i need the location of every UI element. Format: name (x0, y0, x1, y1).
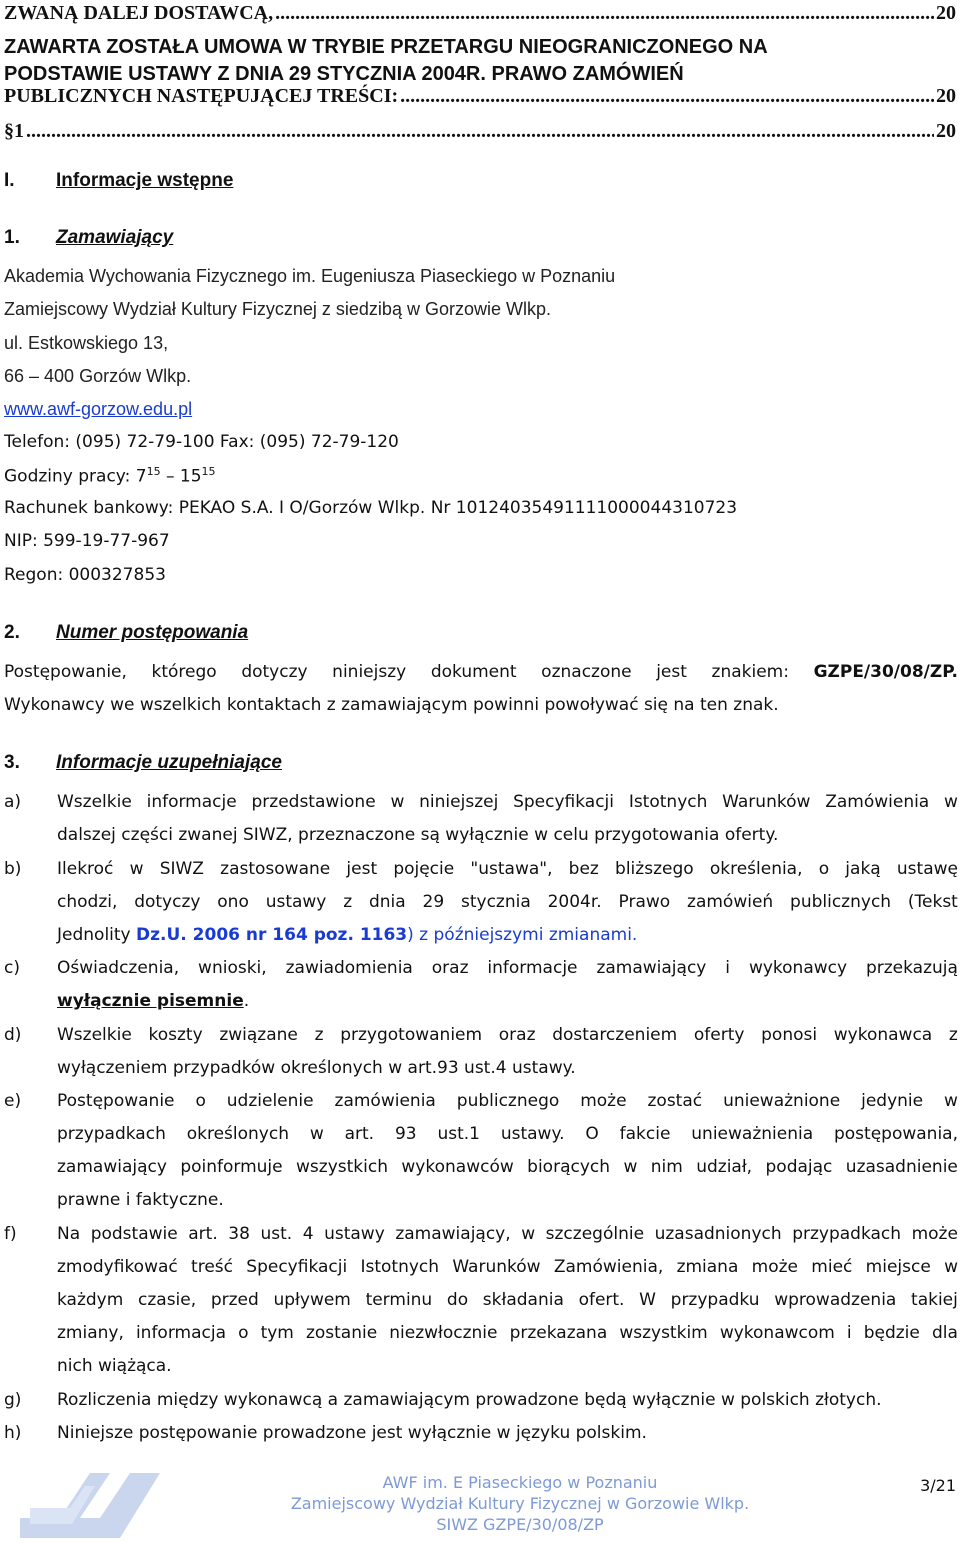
list-item: h) Niniejsze postępowanie prowadzone jest wyłącznie w języku polskim. (4, 1423, 647, 1443)
bank-line: Rachunek bankowy: PEKAO S.A. I O/Gorzów Wlkp. Nr 10124035491111000044310723 (4, 498, 738, 518)
page-number: 3/21 (920, 1476, 956, 1495)
list-item: b) Ilekroć w SIWZ zastosowane jest pojęcie "ustawa", bez bliższego określenia, o jaką ustawę chodzi, dotyczy ono ustawy z dnia 29 stycznia 2004r. Prawo zamówień publicznych (Tekst Jednolity Dz.U. 2006 nr 164 poz. 1163) z późniejszymi zmianami. (4, 859, 958, 945)
section-heading: I. Informacje wstępne (4, 170, 234, 191)
subsection-heading: 2. Numer postępowania (4, 622, 249, 643)
address-line: 66 – 400 Gorzów Wlkp. (4, 366, 192, 386)
regon-line: Regon: 000327853 (4, 565, 166, 585)
heading-line: ZAWARTA ZOSTAŁA UMOWA W TRYBIE PRZETARGU NIEOGRANICZONEGO NA (4, 36, 768, 58)
footer-line: Zamiejscowy Wydział Kultury Fizycznej w Gorzowie Wlkp. (290, 1494, 750, 1513)
awf-logo (20, 1468, 160, 1540)
list-item: e) Postępowanie o udzielenie zamówienia publicznego może zostać unieważnione jedynie w przypadkach określonych w art. 93 ust.1 ustawy. O fakcie unieważnienia postępowania, zamawiający poinformuje wszystkich wykonawców biorących w nim udział, podając uzasadnienie prawne i faktyczne. (4, 1091, 958, 1210)
address-line: Zamiejscowy Wydział Kultury Fizycznej z siedzibą w Gorzowie Wlkp. (4, 299, 551, 319)
heading-line: PODSTAWIE USTAWY Z DNIA 29 STYCZNIA 2004R. PRAWO ZAMÓWIEŃ (4, 63, 684, 85)
toc-entry[interactable]: ZWANĄ DALEJ DOSTAWCĄ, ..... 20 (4, 2, 956, 25)
nip-line: NIP: 599-19-77-967 (4, 531, 170, 551)
list-item: a) Wszelkie informacje przedstawione w niniejszej Specyfikacji Istotnych Warunków Zamówienia w dalszej części zwanej SIWZ, przeznaczone są wyłącznie w celu przygotowania oferty. (4, 792, 958, 845)
list-item: f) Na podstawie art. 38 ust. 4 ustawy zamawiający, w szczególnie uzasadnionych przypadkach może zmodyfikować treść Specyfikacji Istotnych Warunków Zamówienia, zmiana może mieć miejsce w każdym czasie, przed upływem terminu do składania ofert. W przypadku wprowadzenia takiej zmiany, informacja o tym zostanie niezwłocznie przekazana wszystkim wykonawcom i będzie dla nich wiążąca. (4, 1224, 958, 1376)
toc-entry[interactable]: §1 ..... 20 (4, 120, 956, 143)
address-line: Akademia Wychowania Fizycznego im. Eugeniusza Piaseckiego w Poznaniu (4, 266, 616, 286)
list-item: g) Rozliczenia między wykonawcą a zamawiającym prowadzone będą wyłącznie w polskich złotych. (4, 1390, 882, 1410)
website-link[interactable]: www.awf-gorzow.edu.pl (4, 399, 193, 419)
toc-entry[interactable]: PUBLICZNYCH NASTĘPUJĄCEJ TREŚCI: ..... 20 (4, 85, 956, 108)
hours-line: Godziny pracy: $7^{15} - 15^{15}$ (4, 465, 216, 487)
list-item: d) Wszelkie koszty związane z przygotowaniem oraz dostarczeniem oferty ponosi wykonawca z wyłączeniem przypadków określonych w art.93 ust.4 ustawy. (4, 1025, 958, 1078)
list-item: c) Oświadczenia, wnioski, zawiadomienia oraz informacje zamawiający i wykonawcy przekazują wyłącznie pisemnie. (4, 958, 958, 1011)
subsection-heading: 1. Zamawiający (4, 227, 174, 248)
subsection-heading: 3. Informacje uzupełniające (4, 752, 282, 773)
paragraph: Postępowanie, którego dotyczy niniejszy dokument oznaczone jest znakiem: GZPE/30/08/ZP. Wykonawcy we wszelkich kontaktach z zamawiającym powinni powoływać się na ten znak. (4, 656, 958, 722)
case-code: GZPE/30/08/ZP. (813, 662, 958, 682)
phone-line: Telefon: (095) 72-79-100 Fax: (095) 72-79-120 (4, 432, 399, 452)
address-line: ul. Estkowskiego 13, (4, 333, 169, 353)
footer-line: SIWZ GZPE/30/08/ZP (436, 1515, 604, 1534)
footer-line: AWF im. E Piaseckiego w Poznaniu (382, 1473, 658, 1492)
